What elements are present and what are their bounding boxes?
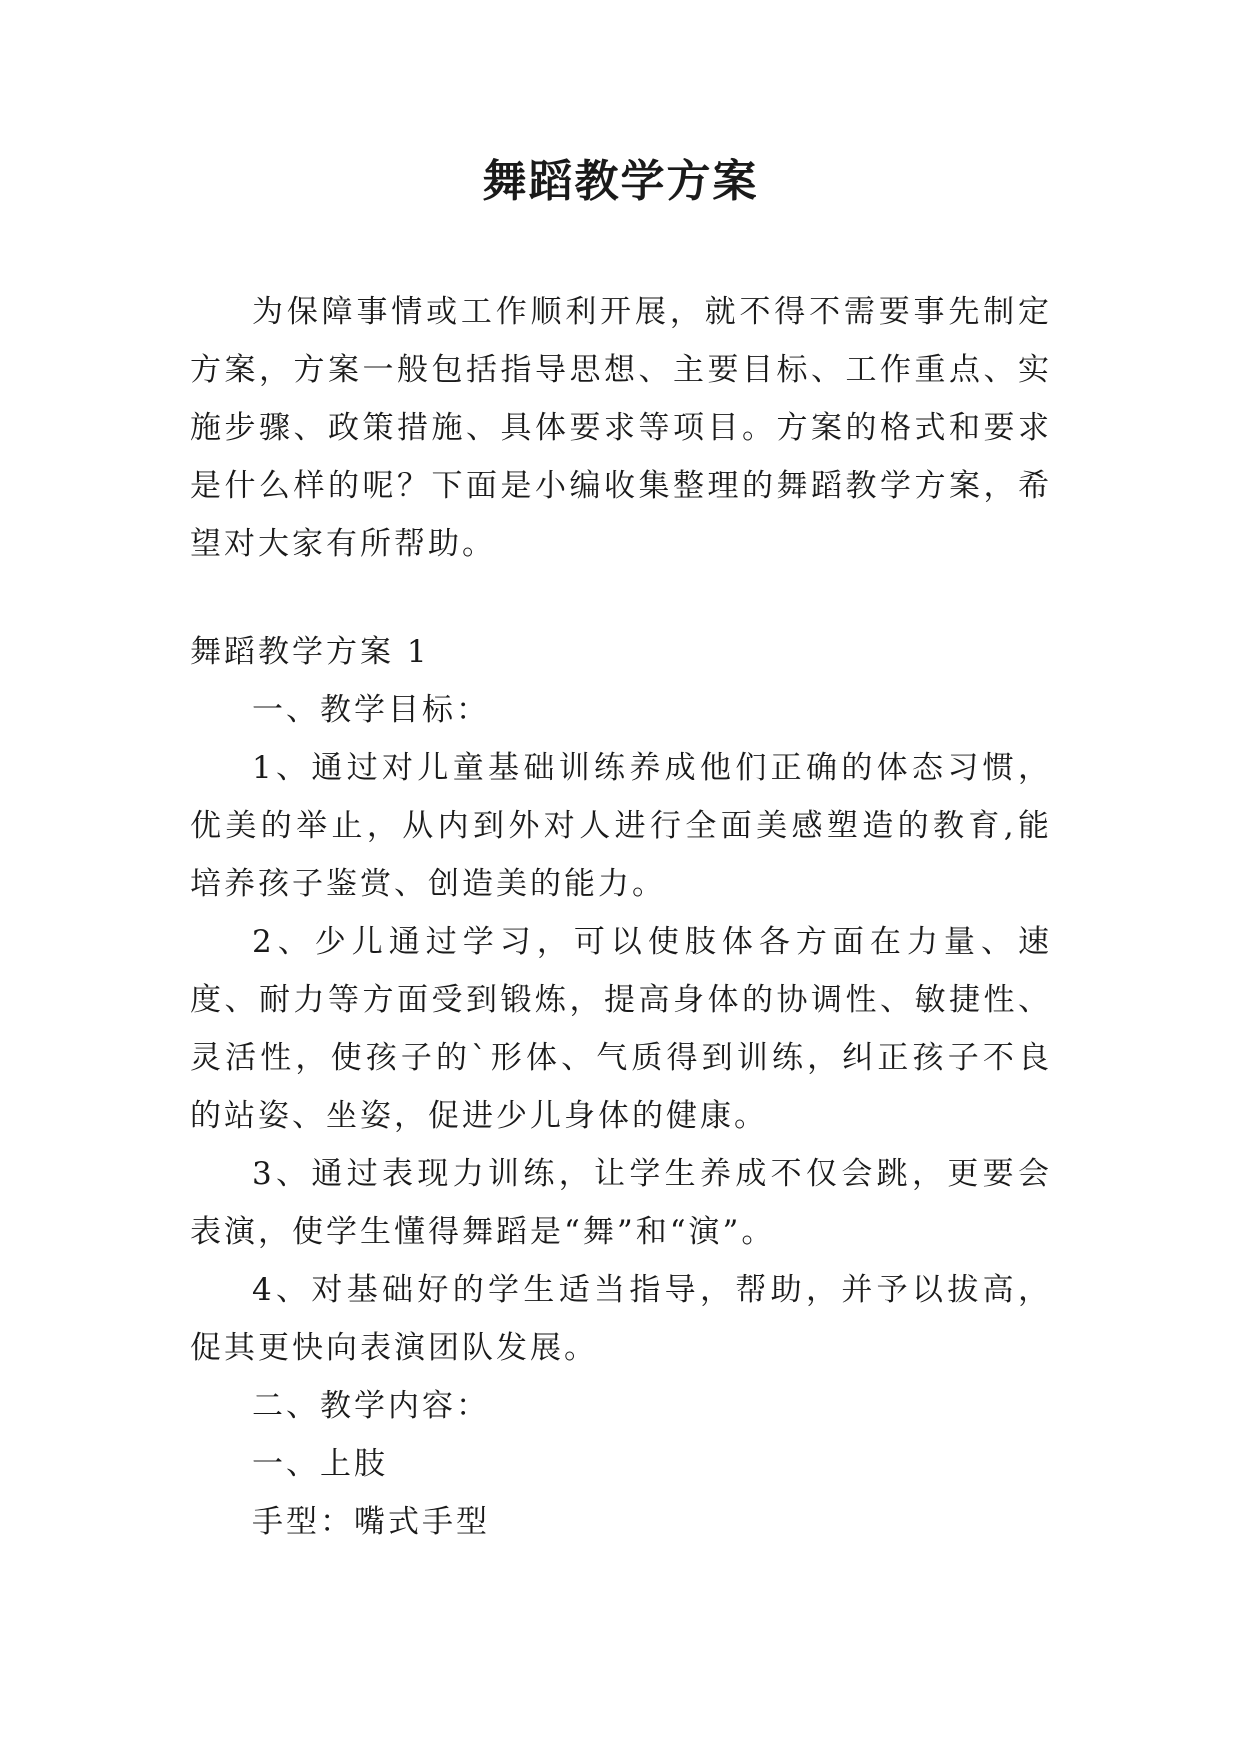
section-title: 舞蹈教学方案 1 xyxy=(190,634,430,670)
paragraph-goal-2: 2、少儿通过学习，可以使肢体各方面在力量、速度、耐力等方面受到锻炼，提高身体的协调性、敏捷性、灵活性，使孩子的`形体、气质得到训练，纠正孩子不良的站姿、坐姿，促进少儿身体的健康。 xyxy=(190,924,1052,1134)
document-body xyxy=(190,283,1052,1551)
paragraph-upper-limbs: 一、上肢 xyxy=(252,1446,388,1482)
paragraph-teaching-goals-heading: 一、教学目标： xyxy=(252,692,490,728)
paragraph-hand-shape: 手型：嘴式手型 xyxy=(252,1504,490,1540)
paragraph-goal-1: 1、通过对儿童基础训练养成他们正确的体态习惯，优美的举止，从内到外对人进行全面美感塑造的教育,能培养孩子鉴赏、创造美的能力。 xyxy=(190,750,1052,902)
document-title: 舞蹈教学方案 xyxy=(482,156,759,207)
paragraph-teaching-content-heading: 二、教学内容： xyxy=(252,1388,490,1424)
intro-paragraph: 为保障事情或工作顺利开展，就不得不需要事先制定方案，方案一般包括指导思想、主要目标、工作重点、实施步骤、政策措施、具体要求等项目。方案的格式和要求是什么样的呢？下面是小编收集整理的舞蹈教学方案，希望对大家有所帮助。 xyxy=(190,294,1052,562)
paragraph-goal-3: 3、通过表现力训练，让学生养成不仅会跳，更要会表演，使学生懂得舞蹈是“舞”和“演”。 xyxy=(190,1156,1052,1250)
paragraph-goal-4: 4、对基础好的学生适当指导，帮助，并予以拔高，促其更快向表演团队发展。 xyxy=(190,1272,1052,1366)
